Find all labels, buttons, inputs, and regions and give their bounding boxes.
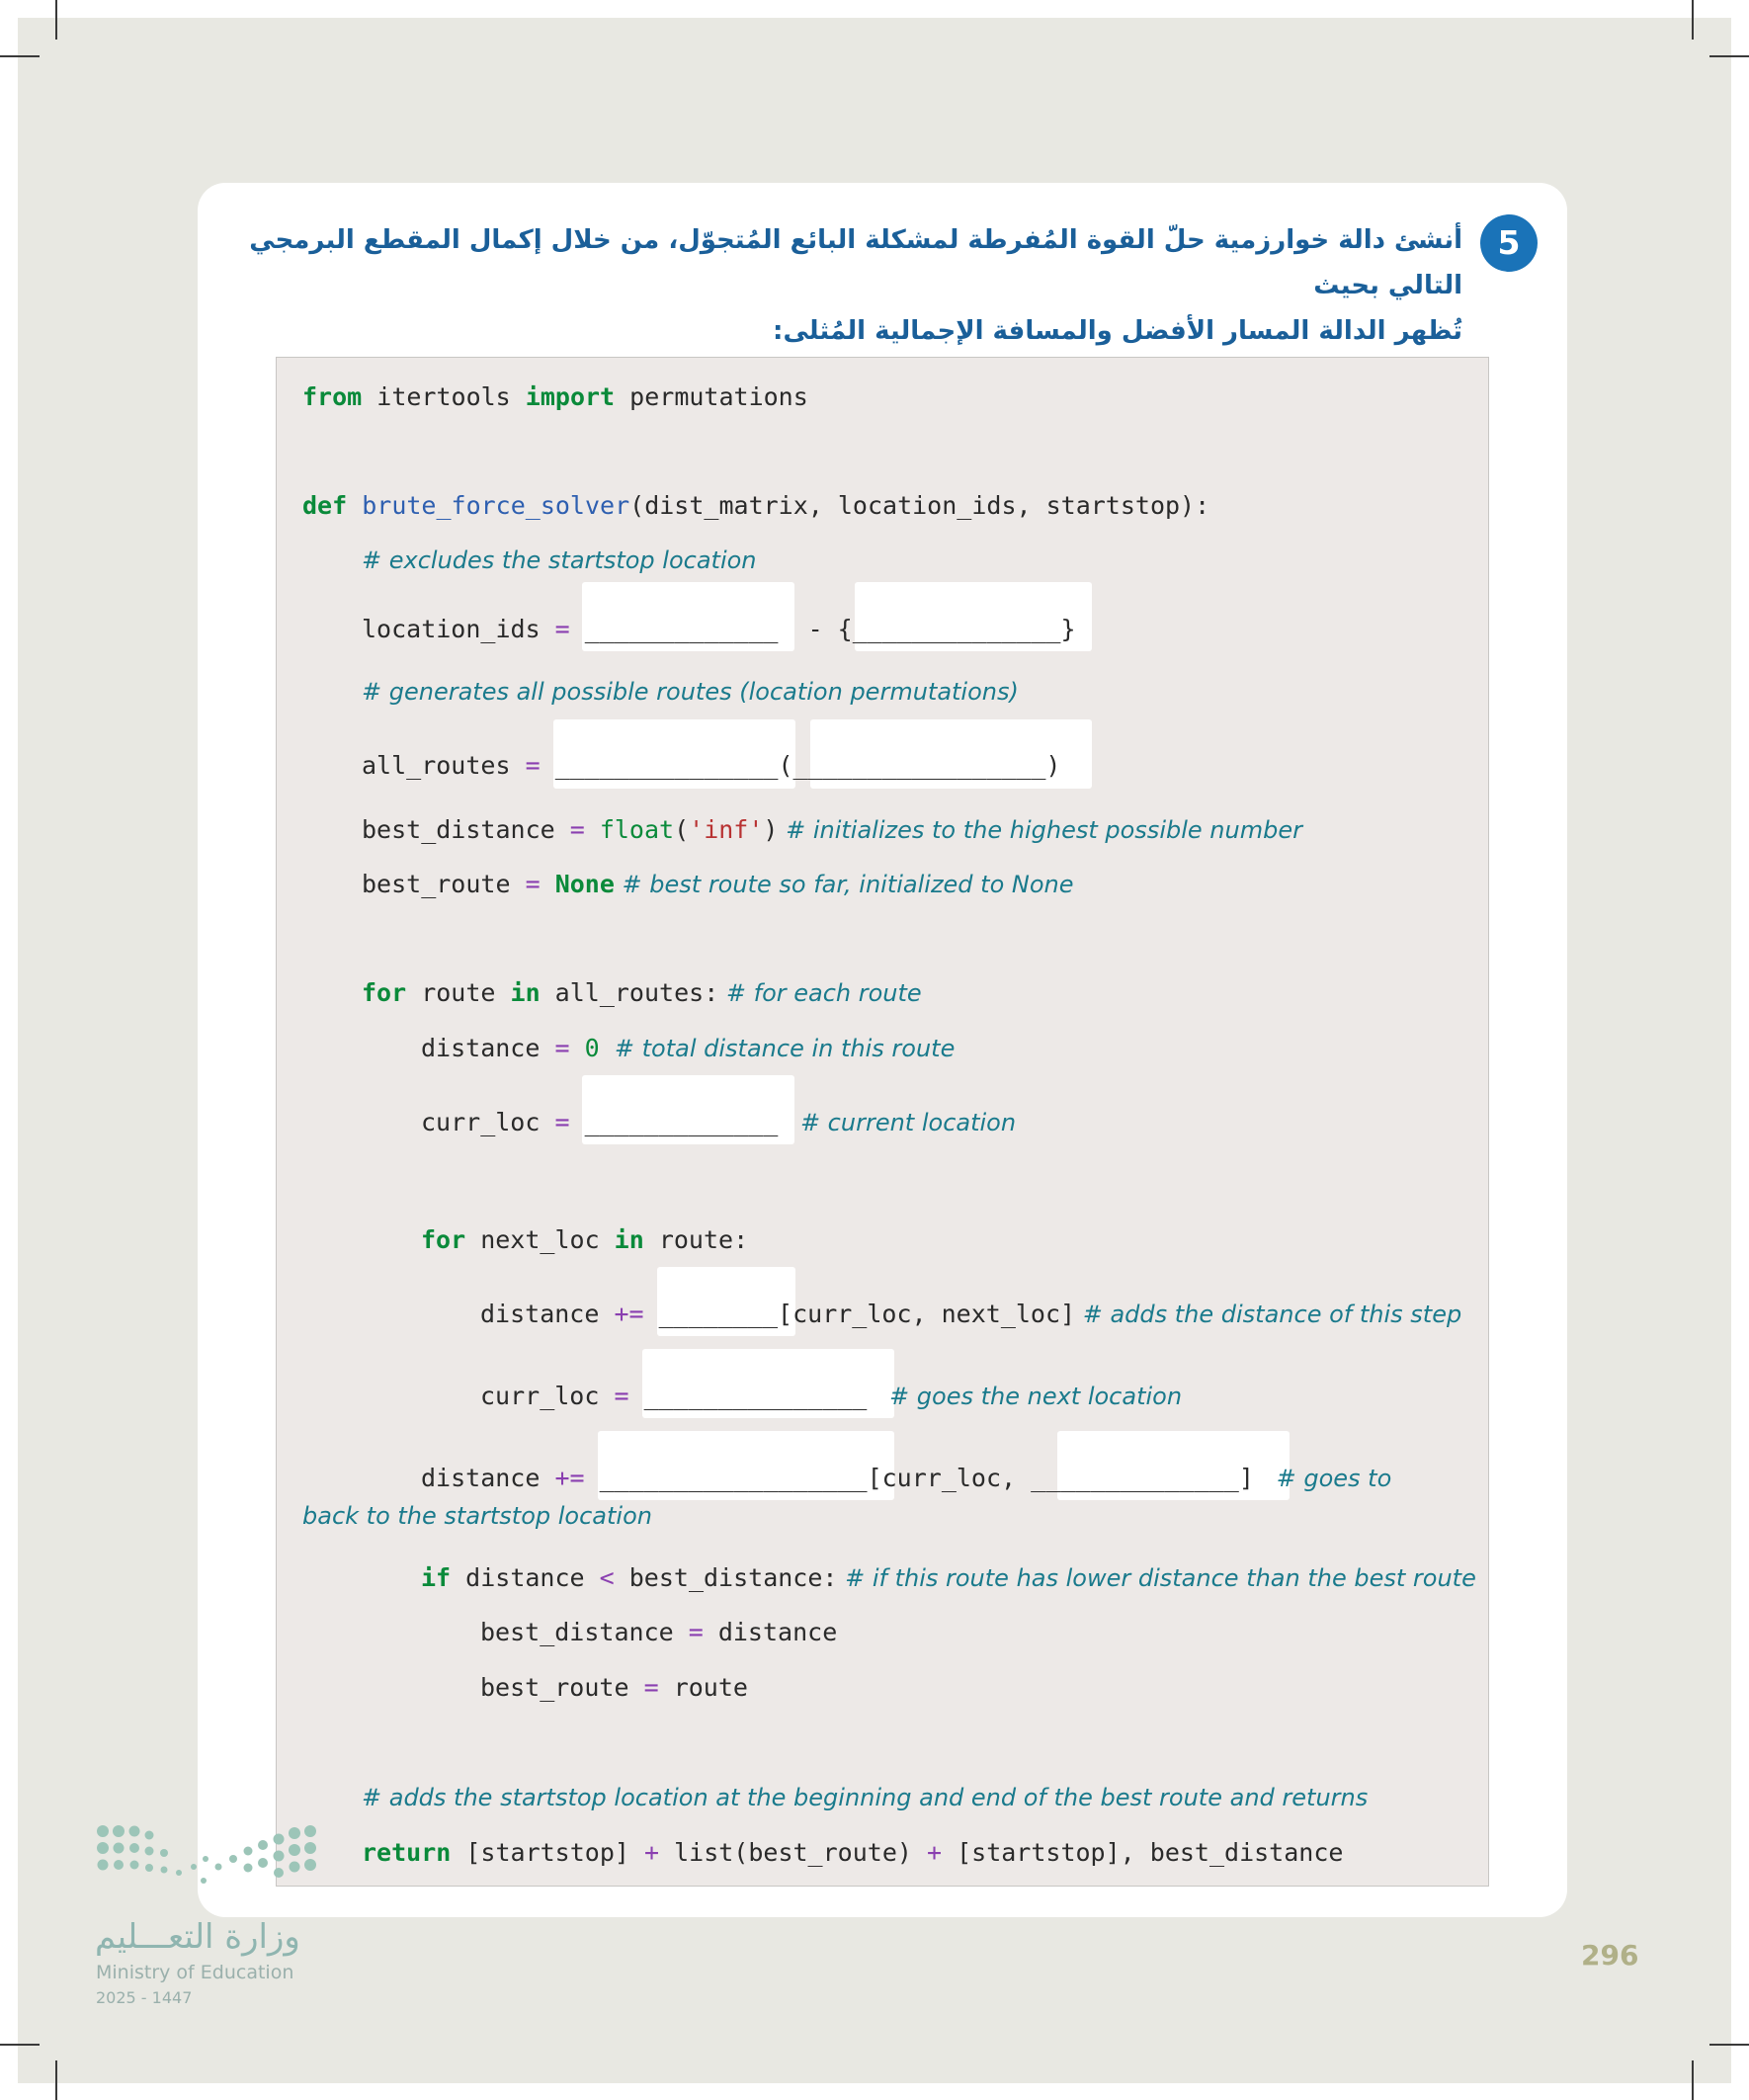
blank-underscore: _____________ [569,615,793,643]
number-literal: 0 [569,1034,600,1062]
keyword: None [540,870,615,898]
crop-mark [1692,2060,1694,2100]
function-name: brute_force_solver [362,491,630,520]
blank-underscore: _______________ [628,1382,882,1410]
ministry-name-english: Ministry of Education [96,1962,294,1983]
code-text: distance [421,1464,555,1492]
code-line-import [302,381,808,413]
code-text: distance [451,1563,600,1592]
code-text: distance [703,1618,838,1646]
edition-year: 2025 - 1447 [96,1988,193,2007]
operator: = [614,1382,629,1410]
code-text: curr_loc [480,1382,615,1410]
code-line-location-ids [362,614,1076,645]
keyword: if [421,1563,452,1592]
blank-underscore: ________ [643,1300,779,1328]
keyword: import [525,382,616,411]
operator: = [554,1108,570,1136]
crop-mark [55,0,57,40]
inline-comment: # total distance in this route [599,1035,956,1062]
blank-underscore: __________________ [584,1464,868,1492]
operator: = [554,615,570,643]
code-text: best_distance [362,815,570,844]
crop-mark [0,55,40,57]
operator: = [688,1618,704,1646]
keyword: in [614,1225,644,1254]
comment-line: # adds the startstop location at the beginning and end of the best route and returns [362,1784,1369,1811]
crop-mark [0,2044,40,2046]
code-text: location_ids [362,615,555,643]
code-line-all-routes [362,750,1060,782]
code-text: best_route [362,870,526,898]
inline-comment: # for each route [718,979,922,1007]
code-text: list(best_route) [659,1838,927,1867]
code-text: [startstop], best_distance [942,1838,1344,1867]
comment-continuation: back to the startstop location [302,1502,652,1530]
keyword: def [302,491,348,520]
code-text: ) [763,815,779,844]
code-line-if [421,1562,1476,1594]
operator: = [554,1034,570,1062]
inline-comment: # goes to [1268,1465,1392,1492]
builtin: float [584,815,675,844]
code-line-curr-loc-update [480,1381,1182,1412]
inline-comment: # current location [792,1109,1017,1136]
code-text: route [658,1673,748,1702]
string-literal: 'inf' [689,815,764,844]
crop-mark [1709,55,1749,57]
operator: += [614,1300,644,1328]
operator: = [525,870,541,898]
keyword: from [302,382,363,411]
code-text: best_distance: [614,1563,838,1592]
code-text: all_routes [362,751,526,780]
code-text: - { [792,615,853,643]
keyword: for [421,1225,466,1254]
code-line-for-next-loc [421,1224,748,1256]
code-text: (dist_matrix, location_ids, startstop): [629,491,1210,520]
code-text: next_loc [465,1225,615,1254]
blank-underscore: ______________ [852,615,1061,643]
code-line-best-route [362,869,1074,900]
operator: < [599,1563,615,1592]
code-text: [startstop] [451,1838,644,1867]
code-text: distance [421,1034,555,1062]
blank-underscore: _____________ [569,1108,793,1136]
code-text: ( [674,815,690,844]
code-text: ) [1045,751,1061,780]
code-text: curr_loc [421,1108,555,1136]
crop-mark [55,2060,57,2100]
code-text: route: [643,1225,749,1254]
question-number-badge: 5 [1480,214,1538,272]
code-text: best_route [480,1673,644,1702]
code-line-curr-loc [421,1107,1016,1138]
comment-line: # excludes the startstop location [362,546,757,574]
comment-line: # generates all possible routes (location permutations) [362,678,1019,706]
ministry-logo-icon [95,1823,322,1889]
code-line-def [302,490,1209,522]
code-line-return [362,1837,1343,1869]
code-text: all_routes: [540,978,719,1007]
code-text: [curr_loc, [867,1464,1032,1492]
code-line-best-distance-set [480,1617,837,1648]
code-text: ( [778,751,793,780]
code-text: } [1060,615,1076,643]
blank-underscore: ______________ [1031,1464,1239,1492]
page-number: 296 [1581,1939,1639,1972]
question-line-2: تُظهر الدالة المسار الأفضل والمسافة الإجمالية المُثلى: [773,316,1462,346]
operator: = [525,751,541,780]
inline-comment: # if this route has lower distance than the best route [837,1564,1476,1592]
keyword: return [362,1838,452,1867]
code-line-distance-return [421,1463,1391,1494]
code-text: permutations [615,382,808,411]
keyword: in [510,978,541,1007]
inline-comment: # initializes to the highest possible number [778,816,1302,844]
code-line-best-distance [362,814,1302,846]
code-line-for-route [362,977,922,1009]
code-text: [curr_loc, next_loc] [778,1300,1076,1328]
crop-mark [1709,2044,1749,2046]
code-text: itertools [362,382,526,411]
operator: = [643,1673,659,1702]
blank-underscore: _______________ [540,751,779,780]
inline-comment: # goes the next location [881,1383,1183,1410]
ministry-name-arabic: وزارة التعـــليم [95,1917,300,1957]
inline-comment: # adds the distance of this step [1075,1301,1462,1328]
question-text [217,217,1462,354]
blank-underscore: _________________ [792,751,1046,780]
operator: = [569,815,585,844]
code-line-distance-add [480,1299,1461,1330]
crop-mark [1692,0,1694,40]
code-text: ] [1238,1464,1269,1492]
inline-comment: # best route so far, initialized to None [614,871,1074,898]
operator: += [554,1464,585,1492]
code-line-best-route-set [480,1672,748,1704]
operator: + [643,1838,660,1867]
question-line-1: أنشئ دالة خوارزمية حلّ القوة المُفرطة لمشكلة البائع المُتجوّل، من خلال إكمال المقطع البرمجي التالي بحيث [249,225,1462,300]
code-text: distance [480,1300,615,1328]
code-text: route [406,978,511,1007]
code-line-distance-init [421,1033,955,1064]
operator: + [926,1838,943,1867]
code-text: best_distance [480,1618,689,1646]
keyword: for [362,978,407,1007]
